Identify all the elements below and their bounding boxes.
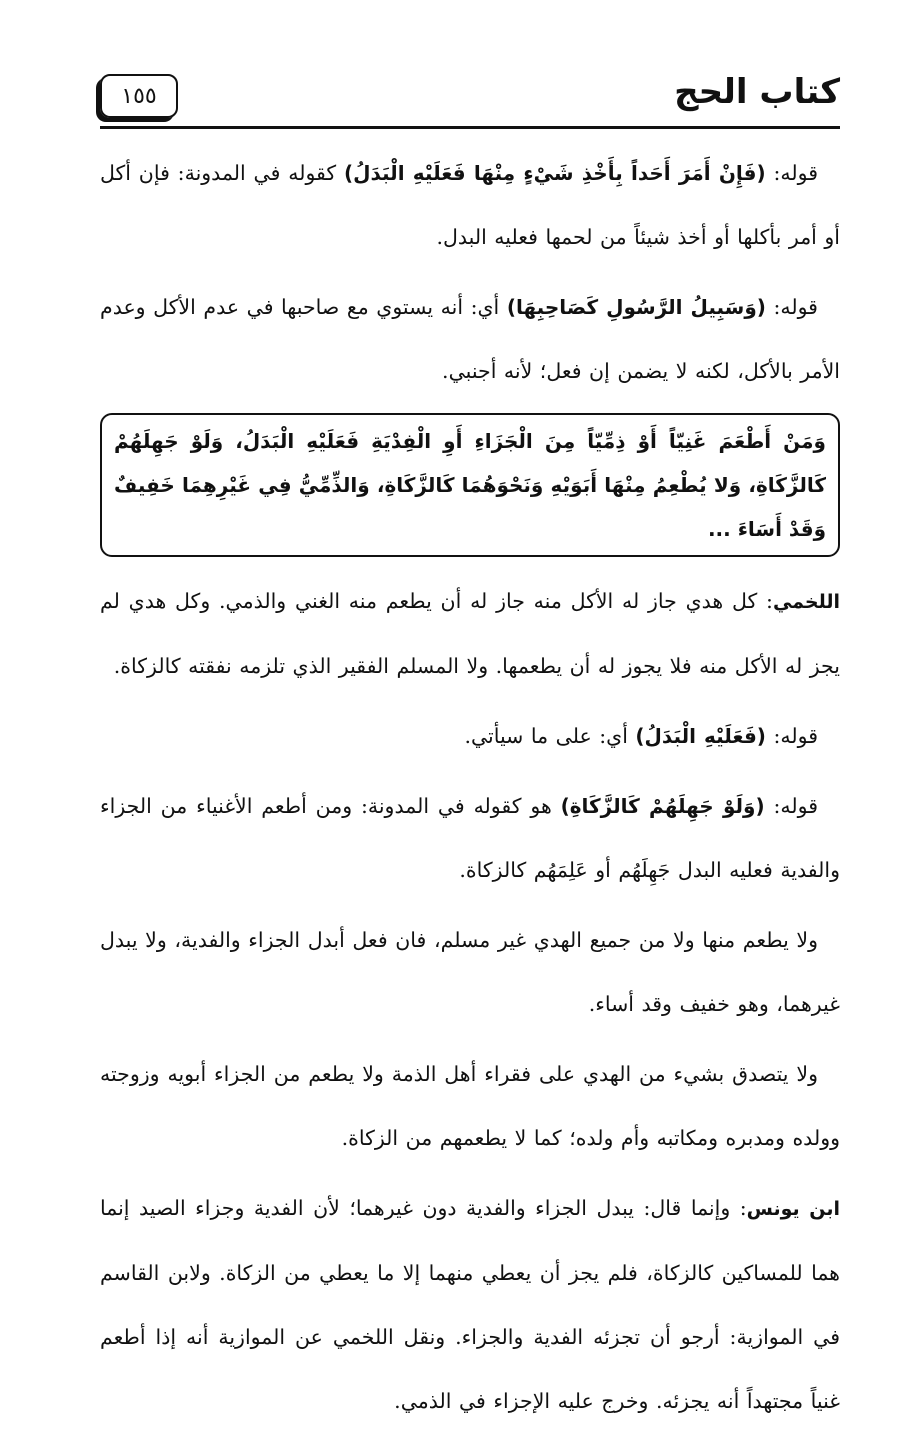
commentary-paragraph — [100, 1042, 840, 1170]
paragraph-prefix: قوله: — [765, 295, 818, 319]
author-name: ابن يونس — [746, 1198, 840, 1220]
paragraph-text: : وإنما قال: يبدل الجزاء والفدية دون غيرهما؛ لأن الفدية وجزاء الصيد إنما هما للمساكين كالزكاة، فلم يجز أن يعطي منهما إلا ما يعطي من الزكاة. ولابن القاسم في الموازية: أرجو أن تجزئه الفدية والجزاء. ونقل اللخمي عن الموازية أنه إذا أطعم غنياً مجتهداً أنه يجزئه. وخرج عليه الإجزاء في الذمي. — [100, 1196, 840, 1413]
paragraph-text: أي: أنه يستوي مع صاحبها في عدم الأكل وعدم الأمر بالأكل، لكنه لا يضمن إن فعل؛ لأنه أجنبي. — [100, 295, 840, 383]
paragraph-text: هو كقوله في المدونة: ومن أطعم الأغنياء من الجزاء والفدية فعليه البدل جَهِلَهُم أو عَلِمَهُم كالزكاة. — [100, 794, 840, 882]
page-content — [100, 129, 840, 1433]
paragraph-text: ولا يتصدق بشيء من الهدي على فقراء أهل الذمة ولا يطعم من الجزاء أبويه وزوجته وولده ومدبره ومكاتبه وأم ولده؛ كما لا يطعمهم من الزكاة. — [100, 1062, 840, 1150]
paragraph-text: : كل هدي جاز له الأكل منه جاز له أن يطعم منه الغني والذمي. وكل هدي لم يجز له الأكل منه فلا يجوز له أن يطعمها. ولا المسلم الفقير الذي تلزمه نفقته كالزكاة. — [100, 589, 840, 678]
matn-quote: (فَعَلَيْهِ الْبَدَلُ) — [635, 724, 766, 748]
paragraph-prefix: قوله: — [765, 724, 818, 748]
commentary-paragraph — [100, 908, 840, 1036]
paragraph-text: كقوله في المدونة: فإن أكل أو أمر بأكلها أو أخذ شيئاً من لحمها فعليه البدل. — [100, 161, 840, 249]
book-title: كتاب الحج — [674, 72, 840, 112]
matn-quote: (وَلَوْ جَهِلَهُمْ كَالزَّكَاةِ) — [560, 794, 765, 818]
commentary-paragraph — [100, 141, 840, 269]
matn-quote: (فَإِنْ أَمَرَ أَحَداً بِأَخْذِ شَيْءٍ مِنْهَا فَعَلَيْهِ الْبَدَلُ) — [343, 161, 766, 185]
author-name: اللخمي — [772, 591, 840, 613]
commentary-paragraph — [100, 704, 840, 768]
page-number: ١٥٥ — [100, 74, 178, 118]
paragraph-prefix: قوله: — [764, 794, 818, 818]
commentary-paragraph — [100, 275, 840, 403]
matn-quote: (وَسَبِيلُ الرَّسُولِ كَصَاحِبِهَا) — [506, 295, 766, 319]
paragraph-prefix: قوله: — [765, 161, 818, 185]
paragraph-text: أي: على ما سيأتي. — [464, 724, 636, 748]
page-header — [100, 68, 840, 129]
commentary-paragraph — [100, 569, 840, 698]
paragraph-text: ولا يطعم منها ولا من جميع الهدي غير مسلم، فان فعل أبدل الجزاء والفدية، ولا يبدل غيرهما، وهو خفيف وقد أساء. — [100, 928, 840, 1016]
commentary-paragraph — [100, 774, 840, 902]
commentary-paragraph — [100, 1176, 840, 1433]
matn-text-box: وَمَنْ أَطْعَمَ غَنِيّاً أَوْ ذِمِّيّاً مِنَ الْجَزَاءِ أَوِ الْفِدْيَةِ فَعَلَيْهِ الْبَدَلُ، وَلَوْ جَهِلَهُمْ كَالزَّكَاةِ، وَلا يُطْعِمُ مِنْهَا أَبَوَيْهِ وَنَحْوَهُمَا كَالزَّكَاةِ، وَالذِّمِّيُّ فِي غَيْرِهِمَا خَفِيفٌ وَقَدْ أَسَاءَ ... — [100, 413, 840, 557]
book-page — [100, 68, 840, 1439]
